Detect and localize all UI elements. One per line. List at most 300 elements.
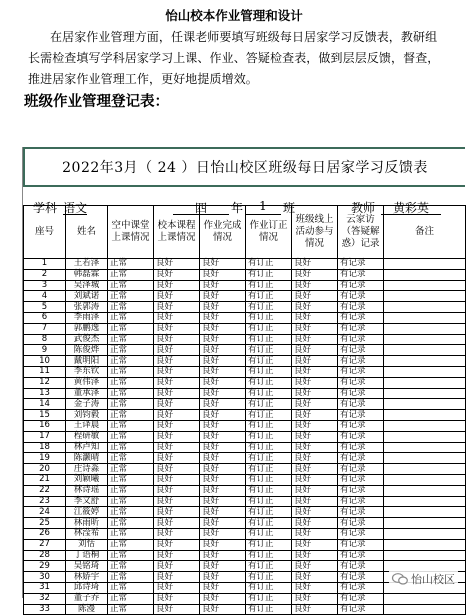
column-header: 云家访（答疑解惑）记录 (338, 206, 384, 259)
document-title: 怡山校本作业管理和设计 (165, 8, 303, 23)
table-cell: 良好 (200, 604, 246, 615)
table-cell: 良好 (292, 550, 338, 561)
table-cell: 良好 (200, 420, 246, 431)
table-cell: 良好 (200, 442, 246, 453)
table-cell: 有记录 (338, 410, 384, 421)
table-cell: 良好 (200, 410, 246, 421)
table-cell: 正常 (108, 431, 154, 442)
table-cell: 有订正 (246, 356, 292, 367)
table-cell: 丁语桐 (66, 550, 108, 561)
table-cell: 良好 (292, 399, 338, 410)
table-cell: 良好 (292, 593, 338, 604)
table-cell: 正常 (108, 302, 154, 313)
table-cell: 正常 (108, 604, 154, 615)
table-cell: 有记录 (338, 593, 384, 604)
grade-label: 年 (231, 201, 244, 215)
table-cell: 良好 (154, 291, 200, 302)
table-cell: 有订正 (246, 280, 292, 291)
table-cell: 正常 (108, 388, 154, 399)
table-cell: 良好 (292, 431, 338, 442)
column-header: 班级线上活动参与情况 (292, 206, 338, 259)
table-cell: 21 (24, 474, 66, 485)
table-cell: 良好 (292, 442, 338, 453)
table-cell: 27 (24, 539, 66, 550)
grade-value: 四 (173, 199, 229, 215)
table-cell: 有记录 (338, 582, 384, 593)
table-cell: 良好 (200, 593, 246, 604)
table-cell: 15 (24, 410, 66, 421)
table-cell: 有订正 (246, 302, 292, 313)
table-cell: 良好 (154, 312, 200, 323)
table-cell: 18 (24, 442, 66, 453)
column-header: 校本课程上课情况 (154, 206, 200, 259)
table-cell: 良好 (292, 464, 338, 475)
table-cell: 13 (24, 388, 66, 399)
table-cell: 良好 (200, 291, 246, 302)
table-cell: 吴铭琦 (66, 561, 108, 572)
table-cell (384, 345, 466, 356)
table-cell: 有记录 (338, 366, 384, 377)
table-cell: 有记录 (338, 464, 384, 475)
table-cell: 良好 (292, 302, 338, 313)
teacher-label: 教师 (351, 201, 376, 215)
table-cell: 良好 (154, 496, 200, 507)
table-cell: 有订正 (246, 496, 292, 507)
table-cell: 正常 (108, 496, 154, 507)
section-heading: 班级作业管理登记表： (24, 93, 169, 110)
table-cell: 林诗瑶 (66, 485, 108, 496)
table-cell (384, 518, 466, 529)
table-cell: 良好 (200, 366, 246, 377)
table-cell: 有订正 (246, 593, 292, 604)
table-cell: 良好 (154, 420, 200, 431)
table-cell: 有订正 (246, 431, 292, 442)
table-cell (384, 323, 466, 334)
table-cell: 有记录 (338, 604, 384, 615)
table-cell: 有记录 (338, 356, 384, 367)
table-cell: 有订正 (246, 528, 292, 539)
table-cell: 良好 (292, 356, 338, 367)
table-cell: 5 (24, 302, 66, 313)
table-cell: 良好 (292, 572, 338, 583)
table-cell: 有订正 (246, 410, 292, 421)
table-cell: 良好 (200, 399, 246, 410)
table-cell: 庄诗淼 (66, 464, 108, 475)
table-cell: 良好 (154, 366, 200, 377)
table-cell: 良好 (154, 518, 200, 529)
table-cell: 林滢希 (66, 528, 108, 539)
table-cell: 有记录 (338, 291, 384, 302)
table-cell (384, 356, 466, 367)
table-cell: 陈漫 (66, 604, 108, 615)
table-cell: 正常 (108, 593, 154, 604)
table-cell: 10 (24, 356, 66, 367)
table-cell: 正常 (108, 550, 154, 561)
table-cell: 林娇宇 (66, 572, 108, 583)
account-watermark (389, 570, 458, 588)
table-cell: 有订正 (246, 539, 292, 550)
table-cell: 武俊杰 (66, 334, 108, 345)
table-cell: 良好 (200, 323, 246, 334)
table-cell: 有记录 (338, 572, 384, 583)
table-cell: 良好 (154, 388, 200, 399)
table-cell: 良好 (200, 388, 246, 399)
column-header: 姓名 (66, 206, 108, 259)
table-cell (384, 410, 466, 421)
table-cell: 良好 (292, 485, 338, 496)
table-row (24, 356, 466, 367)
table-cell: 良好 (292, 334, 338, 345)
table-cell (384, 334, 466, 345)
table-row (24, 388, 466, 399)
table-row (24, 420, 466, 431)
table-row (24, 291, 466, 302)
table-cell: 有订正 (246, 312, 292, 323)
table-cell: 良好 (200, 550, 246, 561)
table-cell: 有记录 (338, 431, 384, 442)
table-cell: 24 (24, 507, 66, 518)
table-cell: 3 (24, 280, 66, 291)
table-row (24, 507, 466, 518)
table-row (24, 442, 466, 453)
table-row (24, 410, 466, 421)
table-cell: 良好 (292, 259, 338, 270)
table-cell: 韩磊霖 (66, 269, 108, 280)
table-cell (384, 539, 466, 550)
table-cell: 良好 (292, 291, 338, 302)
table-cell: 20 (24, 464, 66, 475)
table-cell: 刘钧毅 (66, 410, 108, 421)
form-title: 2022年3月（ 24 ）日怡山校区班级每日居家学习反馈表 (23, 147, 465, 187)
table-cell: 有记录 (338, 453, 384, 464)
table-cell: 有记录 (338, 518, 384, 529)
table-cell: 良好 (154, 399, 200, 410)
table-cell: 黄伟泽 (66, 377, 108, 388)
table-cell: 有订正 (246, 507, 292, 518)
subject-label: 学科 (33, 201, 58, 215)
table-cell: 有订正 (246, 464, 292, 475)
table-cell: 良好 (154, 356, 200, 367)
table-cell: 正常 (108, 323, 154, 334)
table-row (24, 366, 466, 377)
table-row (24, 345, 466, 356)
table-row (24, 539, 466, 550)
table-cell: 良好 (154, 474, 200, 485)
table-cell: 23 (24, 496, 66, 507)
table-cell: 良好 (154, 431, 200, 442)
table-cell: 良好 (292, 388, 338, 399)
table-cell: 良好 (200, 356, 246, 367)
table-row (24, 259, 466, 270)
table-row (24, 399, 466, 410)
table-cell: 良好 (154, 464, 200, 475)
table-cell: 良好 (154, 259, 200, 270)
table-cell: 有订正 (246, 561, 292, 572)
table-cell: 22 (24, 485, 66, 496)
table-header-row (24, 206, 466, 259)
table-cell: 正常 (108, 485, 154, 496)
table-row (24, 269, 466, 280)
table-cell: 有订正 (246, 366, 292, 377)
class-label: 班 (283, 201, 296, 215)
table-row (24, 431, 466, 442)
table-cell: 有记录 (338, 312, 384, 323)
table-cell: 良好 (200, 464, 246, 475)
table-cell: 吴泽城 (66, 280, 108, 291)
table-cell: 有记录 (338, 345, 384, 356)
table-cell: 良好 (292, 345, 338, 356)
table-cell: 邱诗琦 (66, 582, 108, 593)
table-cell: 良好 (154, 442, 200, 453)
table-cell: 江筱婷 (66, 507, 108, 518)
table-cell: 金子涛 (66, 399, 108, 410)
table-cell: 正常 (108, 582, 154, 593)
table-cell: 良好 (154, 507, 200, 518)
table-cell: 30 (24, 572, 66, 583)
table-cell: 2 (24, 269, 66, 280)
table-cell: 良好 (200, 334, 246, 345)
table-cell (384, 259, 466, 270)
table-body (24, 259, 466, 615)
table-cell: 戴明阳 (66, 356, 108, 367)
table-cell: 正常 (108, 539, 154, 550)
column-header: 作业订正情况 (246, 206, 292, 259)
table-cell: 良好 (200, 561, 246, 572)
table-cell: 李东钦 (66, 366, 108, 377)
table-cell: 郭鹏逸 (66, 323, 108, 334)
table-cell: 良好 (154, 345, 200, 356)
table-row (24, 593, 466, 604)
teacher-value: 黄彩英 (381, 199, 441, 215)
table-cell: 良好 (292, 604, 338, 615)
table-cell: 良好 (200, 474, 246, 485)
table-cell: 刘恬 (66, 539, 108, 550)
table-cell: 25 (24, 518, 66, 529)
table-cell: 良好 (292, 410, 338, 421)
table-cell: 正常 (108, 410, 154, 421)
table-cell: 有订正 (246, 345, 292, 356)
table-cell: 良好 (292, 377, 338, 388)
table-cell: 良好 (200, 280, 246, 291)
table-cell: 良好 (292, 280, 338, 291)
table-cell (384, 420, 466, 431)
table-cell: 张郭涛 (66, 302, 108, 313)
table-row (24, 302, 466, 313)
table-cell: 良好 (292, 420, 338, 431)
table-cell (384, 312, 466, 323)
table-cell: 正常 (108, 269, 154, 280)
table-cell: 19 (24, 453, 66, 464)
table-cell: 有记录 (338, 269, 384, 280)
table-cell: 良好 (292, 561, 338, 572)
table-cell: 良好 (200, 572, 246, 583)
table-cell: 有记录 (338, 280, 384, 291)
table-cell: 有订正 (246, 323, 292, 334)
table-cell: 14 (24, 399, 66, 410)
table-cell: 有记录 (338, 377, 384, 388)
table-cell: 有订正 (246, 453, 292, 464)
table-cell: 良好 (292, 474, 338, 485)
table-cell (384, 269, 466, 280)
table-cell (384, 280, 466, 291)
table-cell (384, 464, 466, 475)
table-cell: 陈俊烨 (66, 345, 108, 356)
table-cell: 良好 (154, 528, 200, 539)
wechat-icon (392, 573, 408, 585)
table-cell: 李雨泽 (66, 312, 108, 323)
table-cell (384, 593, 466, 604)
table-cell: 良好 (200, 345, 246, 356)
table-cell: 良好 (292, 453, 338, 464)
table-cell: 正常 (108, 280, 154, 291)
table-cell: 有订正 (246, 269, 292, 280)
table-cell: 有记录 (338, 539, 384, 550)
table-cell: 良好 (154, 280, 200, 291)
table-cell (384, 302, 466, 313)
table-cell (384, 474, 466, 485)
table-cell: 17 (24, 431, 66, 442)
table-cell: 正常 (108, 356, 154, 367)
table-cell: 良好 (200, 518, 246, 529)
table-cell (384, 604, 466, 615)
table-cell: 良好 (154, 539, 200, 550)
table-cell: 李文舒 (66, 496, 108, 507)
table-row (24, 377, 466, 388)
table-row (24, 528, 466, 539)
table-cell: 董子乔 (66, 593, 108, 604)
table-cell: 王若泽 (66, 259, 108, 270)
subject-value: 语文 (63, 201, 88, 215)
table-cell: 有记录 (338, 442, 384, 453)
table-cell: 良好 (292, 582, 338, 593)
table-cell: 良好 (200, 453, 246, 464)
table-cell: 有订正 (246, 334, 292, 345)
table-cell: 良好 (200, 269, 246, 280)
table-cell: 良好 (154, 377, 200, 388)
table-cell: 陈灏晴 (66, 453, 108, 464)
table-cell: 正常 (108, 334, 154, 345)
watermark-text: 怡山校区 (411, 573, 455, 586)
table-row (24, 496, 466, 507)
table-cell: 正常 (108, 377, 154, 388)
table-cell: 有订正 (246, 442, 292, 453)
table-cell: 有订正 (246, 550, 292, 561)
table-cell: 良好 (154, 550, 200, 561)
table-cell: 有订正 (246, 420, 292, 431)
table-cell: 有记录 (338, 561, 384, 572)
table-cell: 有记录 (338, 507, 384, 518)
table-cell: 良好 (200, 312, 246, 323)
table-cell: 有记录 (338, 496, 384, 507)
table-cell: 良好 (154, 593, 200, 604)
table-cell: 良好 (200, 302, 246, 313)
table-cell: 有记录 (338, 485, 384, 496)
table-cell: 7 (24, 323, 66, 334)
table-cell: 26 (24, 528, 66, 539)
table-cell: 4 (24, 291, 66, 302)
table-cell: 良好 (200, 539, 246, 550)
table-cell: 有记录 (338, 334, 384, 345)
table-cell: 董承泽 (66, 388, 108, 399)
table-cell: 28 (24, 550, 66, 561)
table-cell: 1 (24, 259, 66, 270)
table-cell: 9 (24, 345, 66, 356)
table-cell: 良好 (292, 539, 338, 550)
table-cell: 正常 (108, 420, 154, 431)
table-cell: 有订正 (246, 518, 292, 529)
table-cell: 林卢知 (66, 442, 108, 453)
table-cell: 良好 (200, 582, 246, 593)
table-cell: 有记录 (338, 323, 384, 334)
column-header: 空中课堂上课情况 (108, 206, 154, 259)
table-cell: 有记录 (338, 550, 384, 561)
table-cell (384, 550, 466, 561)
table-cell (384, 507, 466, 518)
table-cell: 良好 (154, 604, 200, 615)
table-cell: 良好 (292, 323, 338, 334)
table-cell: 程研敏 (66, 431, 108, 442)
table-cell: 良好 (292, 269, 338, 280)
table-cell: 正常 (108, 442, 154, 453)
table-cell: 33 (24, 604, 66, 615)
table-cell: 良好 (154, 302, 200, 313)
table-cell: 29 (24, 561, 66, 572)
table-cell: 良好 (200, 485, 246, 496)
table-row (24, 280, 466, 291)
table-cell: 正常 (108, 528, 154, 539)
feedback-form-image (22, 147, 465, 614)
table-cell: 正常 (108, 518, 154, 529)
table-cell: 良好 (154, 582, 200, 593)
table-cell: 正常 (108, 291, 154, 302)
table-cell: 正常 (108, 312, 154, 323)
table-cell: 良好 (154, 410, 200, 421)
table-row (24, 604, 466, 615)
table-cell: 正常 (108, 453, 154, 464)
table-cell: 有订正 (246, 377, 292, 388)
table-cell: 正常 (108, 366, 154, 377)
table-cell: 有记录 (338, 399, 384, 410)
table-cell: 良好 (154, 269, 200, 280)
table-cell: 8 (24, 334, 66, 345)
table-row (24, 453, 466, 464)
table-cell: 12 (24, 377, 66, 388)
table-cell: 良好 (200, 528, 246, 539)
table-cell: 刘颖曦 (66, 474, 108, 485)
table-cell: 王译晨 (66, 420, 108, 431)
table-cell: 良好 (154, 572, 200, 583)
class-value: 1 (245, 199, 281, 215)
table-cell: 有订正 (246, 388, 292, 399)
table-cell: 良好 (200, 259, 246, 270)
table-row (24, 518, 466, 529)
table-cell: 良好 (200, 431, 246, 442)
table-row (24, 334, 466, 345)
table-cell: 正常 (108, 259, 154, 270)
table-cell: 有订正 (246, 604, 292, 615)
table-cell: 11 (24, 366, 66, 377)
table-cell: 31 (24, 582, 66, 593)
table-cell: 有订正 (246, 485, 292, 496)
table-row (24, 312, 466, 323)
table-cell: 正常 (108, 345, 154, 356)
table-cell: 32 (24, 593, 66, 604)
table-cell: 刘斌诺 (66, 291, 108, 302)
table-cell: 正常 (108, 399, 154, 410)
table-cell (384, 291, 466, 302)
table-cell: 良好 (200, 507, 246, 518)
table-cell: 正常 (108, 561, 154, 572)
